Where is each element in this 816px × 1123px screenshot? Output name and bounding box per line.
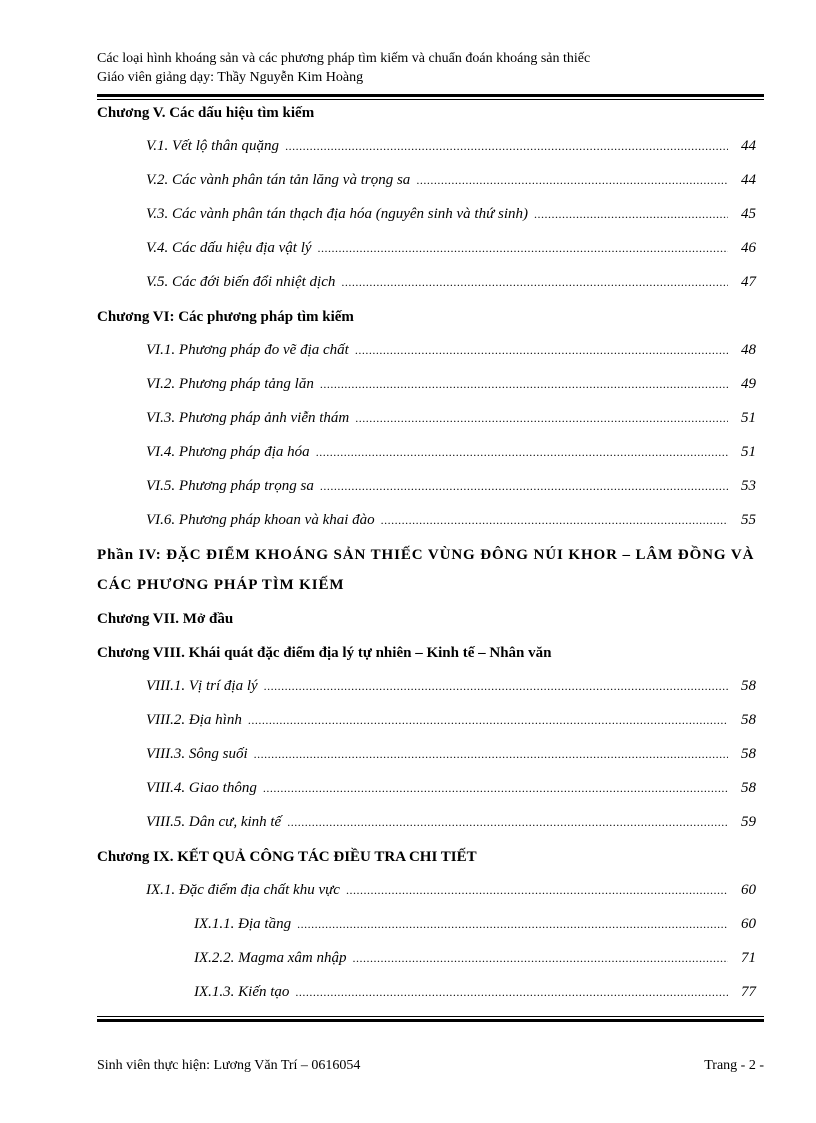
toc-entry-title: VIII.4. Giao thông — [146, 780, 257, 796]
toc-dot-leader — [381, 513, 728, 528]
toc-entry-title: VI.1. Phương pháp đo vẽ địa chất — [146, 342, 349, 358]
toc-dot-leader — [287, 815, 728, 830]
toc-part-title: Phần IV: ĐẶC ĐIỂM KHOÁNG SẢN THIẾC VÙNG ĐÔNG NÚI KHOR – LÂM ĐỒNG VÀ CÁC PHƯƠNG PHÁP TÌM KIẾM — [97, 547, 755, 593]
toc-page-number: 58 — [741, 678, 756, 694]
toc-page-number: 48 — [741, 342, 756, 358]
toc-dot-leader — [248, 713, 728, 728]
footer-rule — [97, 1016, 764, 1022]
toc-entry-title: V.3. Các vành phân tán thạch địa hóa (nguyên sinh và thứ sinh) — [146, 206, 529, 222]
toc-dot-leader — [254, 747, 728, 762]
toc-page-number: 59 — [741, 814, 756, 830]
toc-page-number: 60 — [741, 916, 756, 932]
toc-entry-title: VI.2. Phương pháp tảng lăn — [146, 376, 314, 392]
toc-entry — [97, 138, 760, 172]
toc-entry-title: VI.3. Phương pháp ảnh viễn thám — [146, 410, 350, 426]
toc-chapter-title: Chương VII. Mở đầu — [97, 611, 234, 627]
toc-dot-leader — [285, 139, 728, 154]
toc-chapter-title: Chương V. Các dấu hiệu tìm kiếm — [97, 105, 315, 121]
toc-entry — [97, 780, 760, 814]
toc-entry-title: V.2. Các vành phân tán tản lăng và trọng sa — [146, 172, 411, 188]
footer-student: Sinh viên thực hiện: Lương Văn Trí – 0616054 — [97, 1058, 361, 1073]
toc-page-number: 55 — [741, 512, 756, 528]
toc-page-number: 46 — [741, 240, 756, 256]
toc-page-number: 53 — [741, 478, 756, 494]
toc-entry-title: VIII.3. Sông suối — [146, 746, 248, 762]
toc-entry-title: VI.5. Phương pháp trọng sa — [146, 478, 314, 494]
toc-entry — [97, 950, 760, 984]
toc-dot-leader — [341, 275, 728, 290]
toc-page-number: 47 — [741, 274, 756, 290]
toc-entry-title: VIII.5. Dân cư, kinh tế — [146, 814, 282, 830]
toc-page-number: 45 — [741, 206, 756, 222]
toc-dot-leader — [416, 173, 728, 188]
toc-entry — [97, 342, 760, 376]
toc-page-number: 60 — [741, 882, 756, 898]
toc-chapter — [97, 610, 760, 644]
toc-page-number: 49 — [741, 376, 756, 392]
toc-entry — [97, 712, 760, 746]
page-header — [97, 49, 590, 87]
toc-dot-leader — [263, 781, 728, 796]
toc-dot-leader — [352, 951, 728, 966]
toc-page-number: 77 — [741, 984, 756, 1000]
toc-entry — [97, 478, 760, 512]
toc-chapter-title: Chương VI: Các phương pháp tìm kiếm — [97, 309, 354, 325]
toc-page-number: 58 — [741, 746, 756, 762]
toc-entry-title: V.5. Các đới biến đổi nhiệt dịch — [146, 274, 336, 290]
toc-entry — [97, 814, 760, 848]
footer-page-number: Trang - 2 - — [704, 1058, 764, 1073]
toc-entry-title: IX.1.1. Địa tầng — [194, 916, 292, 932]
toc-entry — [97, 916, 760, 950]
toc-entry-title: IX.1. Đặc điểm địa chất khu vực — [146, 882, 340, 898]
toc-dot-leader — [320, 377, 728, 392]
toc-entry-title: VIII.2. Địa hình — [146, 712, 242, 728]
toc-entry-title: VI.6. Phương pháp khoan và khai đào — [146, 512, 375, 528]
header-rule — [97, 94, 764, 100]
toc-entry — [97, 206, 760, 240]
toc-entry — [97, 410, 760, 444]
toc-entry-title: VIII.1. Vị trí địa lý — [146, 678, 258, 694]
toc-entry — [97, 746, 760, 780]
toc-dot-leader — [297, 917, 728, 932]
toc-dot-leader — [295, 985, 728, 1000]
toc-entry-title: V.4. Các dấu hiệu địa vật lý — [146, 240, 312, 256]
toc-entry — [97, 240, 760, 274]
toc-dot-leader — [316, 445, 728, 460]
toc-page-number: 51 — [741, 410, 756, 426]
toc-dot-leader — [346, 883, 728, 898]
toc-page-number: 58 — [741, 712, 756, 728]
toc-entry — [97, 882, 760, 916]
header-teacher: Giáo viên giảng dạy: Thầy Nguyễn Kim Hoàng — [97, 70, 364, 85]
toc-dot-leader — [534, 207, 728, 222]
toc-chapter-title: Chương IX. KẾT QUẢ CÔNG TÁC ĐIỀU TRA CHI TIẾT — [97, 849, 477, 865]
toc-entry-title: V.1. Vết lộ thân quặng — [146, 138, 280, 154]
toc-entry — [97, 274, 760, 308]
toc-dot-leader — [355, 411, 728, 426]
toc-part — [97, 540, 760, 600]
toc-page-number: 44 — [741, 138, 756, 154]
toc-entry — [97, 984, 760, 1018]
toc-chapter — [97, 644, 760, 678]
toc-dot-leader — [355, 343, 728, 358]
toc-dot-leader — [264, 679, 728, 694]
toc-dot-leader — [320, 479, 728, 494]
toc-page-number: 44 — [741, 172, 756, 188]
toc-chapter-title: Chương VIII. Khái quát đặc điểm địa lý tự nhiên – Kinh tế – Nhân văn — [97, 645, 552, 661]
toc-chapter — [97, 308, 760, 342]
toc-page-number: 58 — [741, 780, 756, 796]
toc-chapter — [97, 848, 760, 882]
toc-chapter — [97, 104, 760, 138]
toc-entry — [97, 376, 760, 410]
toc-page-number: 51 — [741, 444, 756, 460]
toc-dot-leader — [318, 241, 728, 256]
toc-entry-title: IX.2.2. Magma xâm nhập — [194, 950, 347, 966]
toc-entry-title: VI.4. Phương pháp địa hóa — [146, 444, 310, 460]
toc-entry — [97, 678, 760, 712]
toc-entry — [97, 444, 760, 478]
header-title: Các loại hình khoáng sản và các phương pháp tìm kiếm và chuẩn đoán khoáng sản thiếc — [97, 51, 591, 66]
toc-entry-title: IX.1.3. Kiến tạo — [194, 984, 290, 1000]
toc-page-number: 71 — [741, 950, 756, 966]
toc-entry — [97, 172, 760, 206]
